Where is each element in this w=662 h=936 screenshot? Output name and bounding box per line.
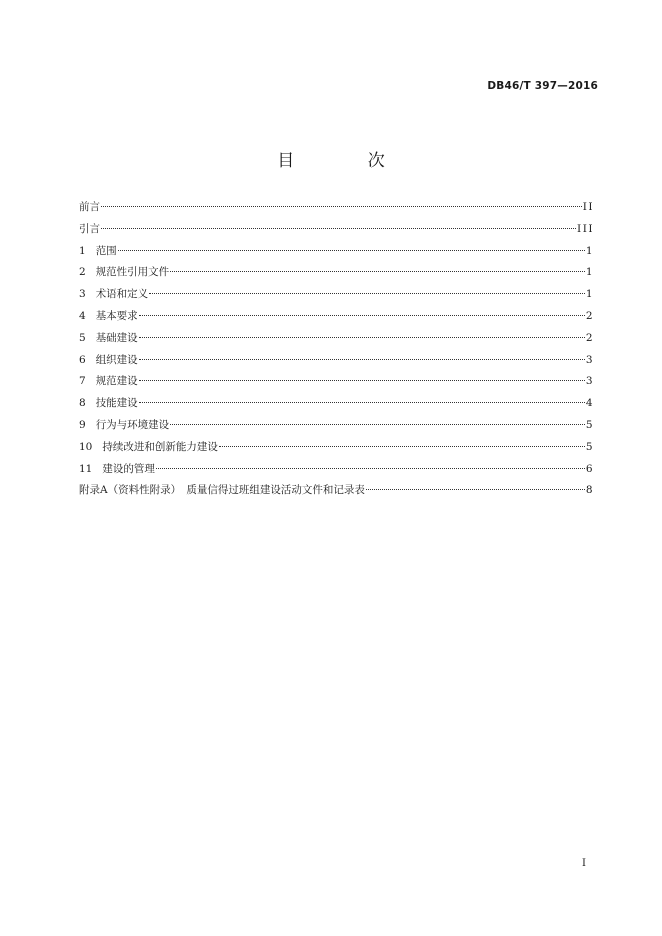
document-code: DB46/T 397—2016 xyxy=(487,80,598,92)
toc-entry-label: 技能建设 xyxy=(95,397,138,410)
toc-entry[interactable] xyxy=(79,308,594,330)
toc-entry-label: 基础建设 xyxy=(95,331,138,344)
toc-entry-number: 7 xyxy=(79,375,86,388)
toc-entry[interactable] xyxy=(79,395,594,417)
toc-entry[interactable] xyxy=(79,439,594,461)
toc-entry-label: 建设的管理 xyxy=(102,462,155,475)
toc-entry-number: 4 xyxy=(79,309,86,322)
toc-dot-leader xyxy=(139,337,585,338)
toc-entry-label: 引言 xyxy=(79,222,100,235)
toc-entry-number: 3 xyxy=(79,288,86,301)
toc-entry-label: 持续改进和创新能力建设 xyxy=(102,440,218,453)
toc-entry-number: 9 xyxy=(79,418,86,431)
toc-entry[interactable] xyxy=(79,221,594,243)
toc-dot-leader xyxy=(170,271,585,272)
toc-entry-page: 4 xyxy=(585,397,594,410)
toc-entry-label: 范围 xyxy=(95,244,117,257)
toc-dot-leader xyxy=(219,446,585,447)
toc-entry-label: 基本要求 xyxy=(95,309,138,322)
toc-entry-label: 规范建设 xyxy=(95,375,138,388)
toc-entry[interactable] xyxy=(79,286,594,308)
toc-entry-label: 术语和定义 xyxy=(95,288,149,301)
toc-entry-page: 8 xyxy=(585,484,594,497)
toc-dot-leader xyxy=(139,380,585,381)
toc-entry-page: 1 xyxy=(585,244,594,257)
toc-entry-number: 1 xyxy=(79,244,86,257)
toc-entry-page: 2 xyxy=(585,331,594,344)
toc-dot-leader xyxy=(366,489,585,490)
toc-entry-page: 2 xyxy=(585,309,594,322)
toc-entry-number: 6 xyxy=(79,353,86,366)
toc-entry[interactable] xyxy=(79,330,594,352)
page-number: I xyxy=(582,858,586,869)
toc-entry[interactable] xyxy=(79,243,594,265)
toc-entry-label: 前言 xyxy=(79,201,100,213)
toc-entry-label: 规范性引用文件 xyxy=(95,266,170,279)
toc-entry-label: 行为与环境建设 xyxy=(95,418,170,431)
toc-entry-number: 2 xyxy=(79,266,86,279)
toc-entry-number: 5 xyxy=(79,331,86,344)
toc-entry-page: 1 xyxy=(585,266,594,279)
toc-entry-page: 3 xyxy=(585,375,594,388)
toc-entry-number: 11 xyxy=(79,462,93,475)
toc-entry[interactable] xyxy=(79,199,594,221)
toc-dot-leader xyxy=(156,468,585,469)
toc-entry-number: 8 xyxy=(79,397,86,410)
toc-dot-leader xyxy=(139,315,585,316)
toc-entry-label: 组织建设 xyxy=(95,353,138,366)
toc-entry[interactable] xyxy=(79,482,594,504)
toc-dot-leader xyxy=(139,402,585,403)
toc-entry[interactable] xyxy=(79,373,594,395)
toc-dot-leader xyxy=(101,228,576,229)
toc-entry[interactable] xyxy=(79,417,594,439)
toc-entry-label: 附录A（资料性附录） 质量信得过班组建设活动文件和记录表 xyxy=(79,484,365,497)
toc-entry[interactable] xyxy=(79,352,594,374)
toc-entry-page: II xyxy=(582,201,594,213)
toc-dot-leader xyxy=(101,206,582,207)
toc-dot-leader xyxy=(139,359,585,360)
toc-entry-page: 1 xyxy=(585,288,594,301)
toc-entry-page: 5 xyxy=(585,440,594,453)
toc-entry-page: 3 xyxy=(585,353,594,366)
toc-entry-page: 6 xyxy=(585,462,594,475)
toc-entry[interactable] xyxy=(79,264,594,286)
toc-entry[interactable] xyxy=(79,461,594,483)
toc-dot-leader xyxy=(170,424,585,425)
toc-dot-leader xyxy=(149,293,585,294)
table-of-contents xyxy=(79,199,594,504)
toc-entry-page: 5 xyxy=(585,418,594,431)
page-title: 目 次 xyxy=(277,151,419,171)
toc-entry-number: 10 xyxy=(79,440,93,453)
toc-entry-page: III xyxy=(577,222,594,235)
toc-dot-leader xyxy=(118,250,585,251)
